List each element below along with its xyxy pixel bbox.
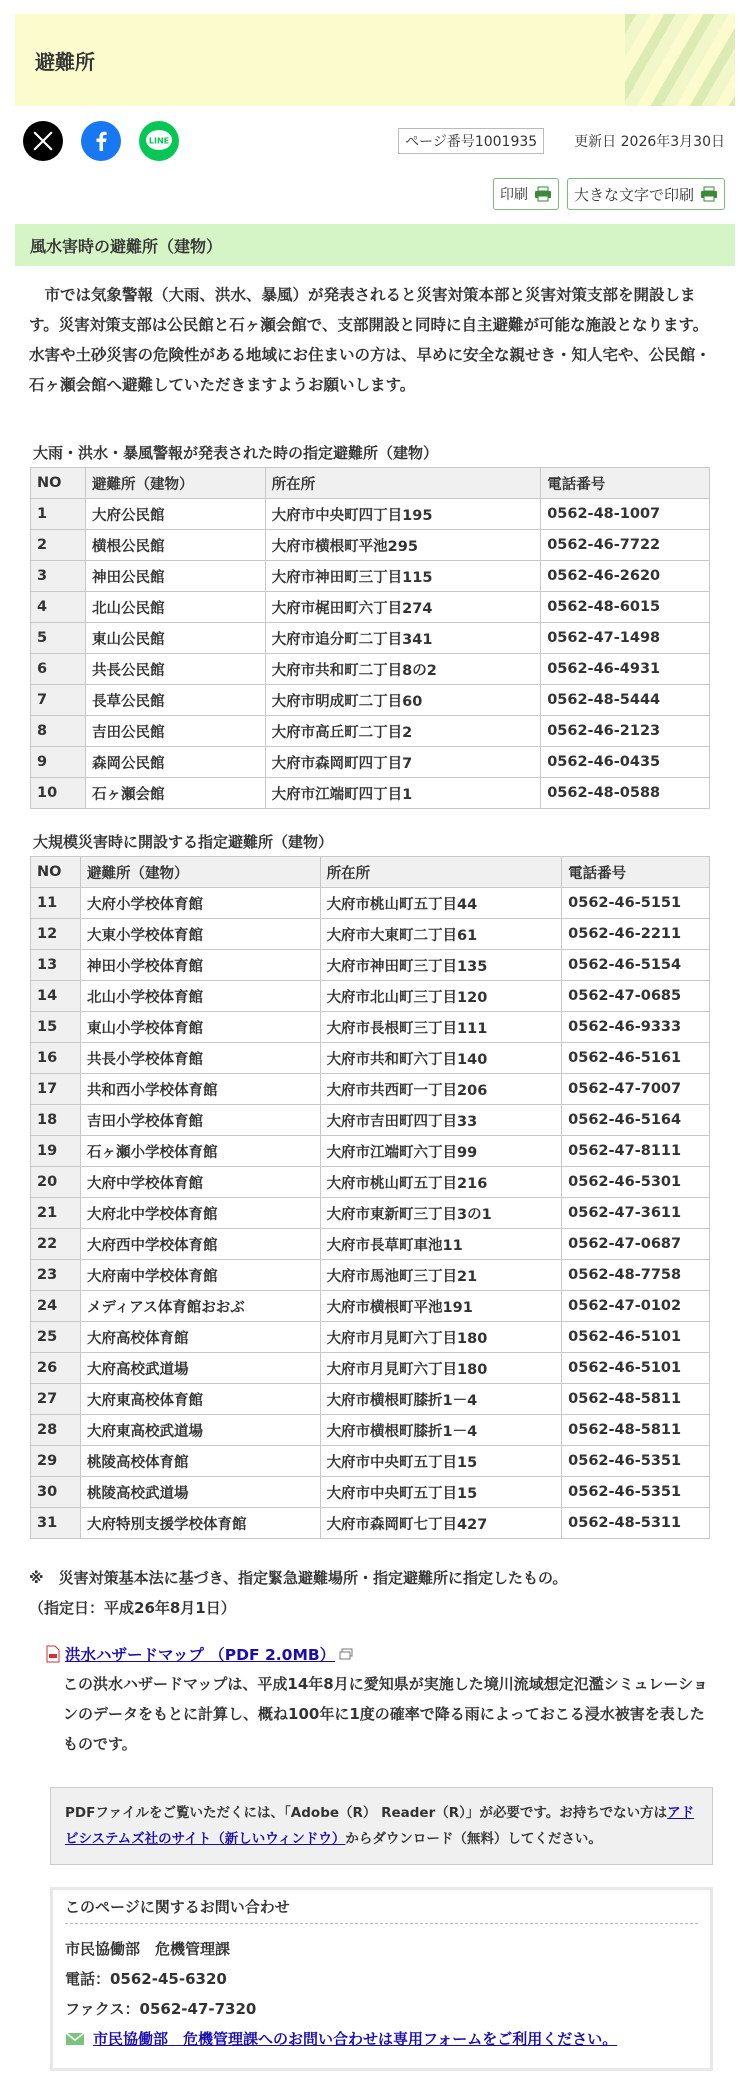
cell-address: 大府市横根町平池191 <box>320 1291 562 1322</box>
cell-phone: 0562-46-5351 <box>562 1446 710 1477</box>
cell-address: 大府市桃山町五丁目216 <box>320 1167 562 1198</box>
cell-shelter: 大府高校体育館 <box>80 1322 320 1353</box>
table-row <box>31 919 710 950</box>
table-row <box>31 1322 710 1353</box>
cell-phone: 0562-46-4931 <box>541 654 710 685</box>
table-row <box>31 530 710 561</box>
table-row <box>31 1136 710 1167</box>
cell-shelter: 東山小学校体育館 <box>80 1012 320 1043</box>
cell-phone: 0562-47-8111 <box>562 1136 710 1167</box>
cell-address: 大府市明成町二丁目60 <box>265 685 541 716</box>
note-line-2: （指定日：平成26年8月1日） <box>29 1599 236 1617</box>
cell-phone: 0562-47-0687 <box>562 1229 710 1260</box>
table-row <box>31 499 710 530</box>
cell-shelter: 大府小学校体育館 <box>80 888 320 919</box>
col-header: 所在所 <box>320 857 562 888</box>
table-row <box>31 1074 710 1105</box>
adobe-text-before: PDFファイルをご覧いただくには、「Adobe（R） Reader（R）」が必要です。お持ちでない方は <box>65 1805 668 1821</box>
cell-phone: 0562-48-0588 <box>541 778 710 809</box>
cell-shelter: 大府東高校武道場 <box>80 1415 320 1446</box>
table-row <box>31 561 710 592</box>
cell-phone: 0562-46-2620 <box>541 561 710 592</box>
cell-no: 3 <box>31 561 86 592</box>
table-row <box>31 747 710 778</box>
cell-shelter: 長草公民館 <box>85 685 265 716</box>
cell-no: 25 <box>31 1322 81 1353</box>
table-row <box>31 1353 710 1384</box>
cell-no: 16 <box>31 1043 81 1074</box>
cell-address: 大府市森岡町四丁目7 <box>265 747 541 778</box>
cell-phone: 0562-48-7758 <box>562 1260 710 1291</box>
cell-no: 20 <box>31 1167 81 1198</box>
cell-phone: 0562-48-6015 <box>541 592 710 623</box>
cell-no: 8 <box>31 716 86 747</box>
cell-phone: 0562-48-5311 <box>562 1508 710 1539</box>
table2-caption: 大規模災害時に開設する指定避難所（建物） <box>33 833 334 851</box>
cell-shelter: 大府高校武道場 <box>80 1353 320 1384</box>
cell-address: 大府市月見町六丁目180 <box>320 1322 562 1353</box>
table-row <box>31 950 710 981</box>
cell-address: 大府市共西町一丁目206 <box>320 1074 562 1105</box>
cell-address: 大府市高丘町二丁目2 <box>265 716 541 747</box>
adobe-text-after: からダウンロード（無料）してください。 <box>345 1831 602 1847</box>
table-row <box>31 1446 710 1477</box>
cell-phone: 0562-46-2211 <box>562 919 710 950</box>
cell-address: 大府市共和町二丁目8の2 <box>265 654 541 685</box>
cell-shelter: 大東小学校体育館 <box>80 919 320 950</box>
cell-phone: 0562-48-5811 <box>562 1415 710 1446</box>
cell-no: 9 <box>31 747 86 778</box>
mail-icon <box>65 2032 85 2046</box>
adobe-reader-notice <box>50 1787 713 1865</box>
meta-row <box>15 120 735 162</box>
table-row <box>31 1198 710 1229</box>
col-header: 電話番号 <box>562 857 710 888</box>
pdf-icon <box>45 1645 61 1663</box>
cell-no: 10 <box>31 778 86 809</box>
pdf-block <box>15 1643 735 1759</box>
cell-address: 大府市大東町二丁目61 <box>320 919 562 950</box>
cell-phone: 0562-47-7007 <box>562 1074 710 1105</box>
social-share <box>15 121 179 161</box>
cell-shelter: 大府西中学校体育館 <box>80 1229 320 1260</box>
cell-phone: 0562-46-7722 <box>541 530 710 561</box>
cell-no: 29 <box>31 1446 81 1477</box>
cell-address: 大府市月見町六丁目180 <box>320 1353 562 1384</box>
print-large-button-label: 大きな文字で印刷 <box>573 186 694 204</box>
cell-phone: 0562-47-3611 <box>562 1198 710 1229</box>
contact-phone: 電話：0562-45-6320 <box>65 1970 227 1988</box>
cell-no: 11 <box>31 888 81 919</box>
cell-shelter: 神田公民館 <box>85 561 265 592</box>
cell-shelter: 北山小学校体育館 <box>80 981 320 1012</box>
x-icon[interactable] <box>23 121 63 161</box>
cell-no: 24 <box>31 1291 81 1322</box>
cell-phone: 0562-46-5151 <box>562 888 710 919</box>
col-header: NO <box>31 468 86 499</box>
cell-address: 大府市追分町二丁目341 <box>265 623 541 654</box>
table-row <box>31 1415 710 1446</box>
table-row <box>31 592 710 623</box>
table2-header-row <box>31 857 710 888</box>
cell-address: 大府市共和町六丁目140 <box>320 1043 562 1074</box>
cell-shelter: 東山公民館 <box>85 623 265 654</box>
cell-phone: 0562-47-1498 <box>541 623 710 654</box>
cell-no: 5 <box>31 623 86 654</box>
cell-shelter: 吉田小学校体育館 <box>80 1105 320 1136</box>
cell-address: 大府市梶田町六丁目274 <box>265 592 541 623</box>
cell-address: 大府市長根町三丁目111 <box>320 1012 562 1043</box>
cell-shelter: 森岡公民館 <box>85 747 265 778</box>
cell-phone: 0562-46-2123 <box>541 716 710 747</box>
cell-address: 大府市長草町車池11 <box>320 1229 562 1260</box>
page-info <box>398 128 735 154</box>
table-row <box>31 1105 710 1136</box>
cell-no: 22 <box>31 1229 81 1260</box>
cell-no: 7 <box>31 685 86 716</box>
cell-no: 4 <box>31 592 86 623</box>
cell-no: 18 <box>31 1105 81 1136</box>
contact-form-link[interactable]: 市民協働部 危機管理課へのお問い合わせは専用フォームをご利用ください。 <box>93 2030 618 2048</box>
cell-phone: 0562-46-5161 <box>562 1043 710 1074</box>
cell-no: 23 <box>31 1260 81 1291</box>
cell-address: 大府市中央町四丁目195 <box>265 499 541 530</box>
cell-phone: 0562-47-0685 <box>562 981 710 1012</box>
update-date: 更新日 2026年3月30日 <box>574 134 725 150</box>
cell-shelter: 桃陵高校武道場 <box>80 1477 320 1508</box>
cell-no: 27 <box>31 1384 81 1415</box>
designation-note <box>15 1563 735 1623</box>
table1-shelters <box>30 467 710 809</box>
table-row <box>31 1167 710 1198</box>
cell-no: 12 <box>31 919 81 950</box>
cell-shelter: 大府北中学校体育館 <box>80 1198 320 1229</box>
pdf-description: この洪水ハザードマップは、平成14年8月に愛知県が実施した境川流域想定氾濫シミュレーションのデータをもとに計算し、概ね100年に1度の確率で降る雨によっておこる浸水被害を表したものです。 <box>63 1675 708 1753</box>
cell-no: 1 <box>31 499 86 530</box>
cell-phone: 0562-46-0435 <box>541 747 710 778</box>
cell-address: 大府市江端町六丁目99 <box>320 1136 562 1167</box>
table-row <box>31 1477 710 1508</box>
table-row <box>31 778 710 809</box>
facebook-icon[interactable] <box>81 121 121 161</box>
table-row <box>31 1384 710 1415</box>
cell-address: 大府市横根町膝折1－4 <box>320 1384 562 1415</box>
cell-no: 26 <box>31 1353 81 1384</box>
col-header: 避難所（建物） <box>80 857 320 888</box>
cell-no: 13 <box>31 950 81 981</box>
cell-phone: 0562-46-5154 <box>562 950 710 981</box>
cell-phone: 0562-48-5444 <box>541 685 710 716</box>
contact-box <box>50 1887 713 2071</box>
table1-caption: 大雨・洪水・暴風警報が発表された時の指定避難所（建物） <box>33 444 439 462</box>
table-row <box>31 654 710 685</box>
col-header: NO <box>31 857 81 888</box>
table-row <box>31 888 710 919</box>
cell-shelter: 神田小学校体育館 <box>80 950 320 981</box>
table2-shelters <box>30 856 710 1539</box>
note-line-1: ※ 災害対策基本法に基づき、指定緊急避難場所・指定避難所に指定したもの。 <box>29 1569 568 1587</box>
contact-title: このページに関するお問い合わせ <box>65 1896 698 1924</box>
cell-phone: 0562-46-5101 <box>562 1322 710 1353</box>
cell-shelter: 大府南中学校体育館 <box>80 1260 320 1291</box>
hazard-map-pdf-link[interactable]: 洪水ハザードマップ （PDF 2.0MB） <box>65 1646 336 1664</box>
line-icon-label: LINE <box>148 136 170 146</box>
page-number: ページ番号1001935 <box>398 128 544 154</box>
cell-address: 大府市横根町膝折1－4 <box>320 1415 562 1446</box>
cell-no: 6 <box>31 654 86 685</box>
print-buttons <box>15 178 735 210</box>
page-title-bar <box>15 14 735 106</box>
cell-no: 21 <box>31 1198 81 1229</box>
new-window-icon <box>339 1648 353 1660</box>
cell-address: 大府市横根町平池295 <box>265 530 541 561</box>
contact-form-line <box>65 2024 698 2054</box>
cell-phone: 0562-46-5101 <box>562 1353 710 1384</box>
intro-text: 市では気象警報（大雨、洪水、暴風）が発表されると災害対策本部と災害対策支部を開設します。災害対策支部は公民館と石ヶ瀬会館で、支部開設と同時に自主避難が可能な施設となります。水害や土砂災害の危険性がある地域にお住まいの方は、早めに安全な親せき・知人宅や、公民館・石ヶ瀬会館へ避難していただきますようお願いします。 <box>29 286 711 394</box>
cell-phone: 0562-47-0102 <box>562 1291 710 1322</box>
cell-phone: 0562-46-5301 <box>562 1167 710 1198</box>
line-icon[interactable] <box>139 121 179 161</box>
contact-fax: ファクス：0562-47-7320 <box>65 2000 257 2018</box>
table-row <box>31 1260 710 1291</box>
cell-shelter: 桃陵高校体育館 <box>80 1446 320 1477</box>
cell-phone: 0562-48-5811 <box>562 1384 710 1415</box>
cell-no: 28 <box>31 1415 81 1446</box>
cell-shelter: 共和西小学校体育館 <box>80 1074 320 1105</box>
print-button[interactable] <box>493 178 559 210</box>
cell-address: 大府市江端町四丁目1 <box>265 778 541 809</box>
cell-address: 大府市中央町五丁目15 <box>320 1477 562 1508</box>
table-row <box>31 1229 710 1260</box>
cell-no: 19 <box>31 1136 81 1167</box>
table-row <box>31 1508 710 1539</box>
table1-header-row <box>31 468 710 499</box>
cell-no: 17 <box>31 1074 81 1105</box>
printer-icon <box>534 186 552 202</box>
cell-no: 15 <box>31 1012 81 1043</box>
table-row <box>31 623 710 654</box>
adobe-site-link[interactable]: アドビシステムズ社のサイト（新しいウィンドウ） <box>65 1805 695 1847</box>
table-row <box>31 1012 710 1043</box>
cell-address: 大府市中央町五丁目15 <box>320 1446 562 1477</box>
cell-no: 30 <box>31 1477 81 1508</box>
cell-shelter: 大府東高校体育館 <box>80 1384 320 1415</box>
cell-shelter: 大府特別支援学校体育館 <box>80 1508 320 1539</box>
print-button-label: 印刷 <box>499 186 528 202</box>
table-row <box>31 1291 710 1322</box>
cell-address: 大府市東新町三丁目3の1 <box>320 1198 562 1229</box>
col-header: 所在所 <box>265 468 541 499</box>
cell-no: 14 <box>31 981 81 1012</box>
table-row <box>31 981 710 1012</box>
print-large-button[interactable] <box>567 178 725 210</box>
title-decoration <box>625 14 735 106</box>
pdf-link-line <box>45 1643 717 1665</box>
section-heading: 風水害時の避難所（建物） <box>15 224 735 266</box>
table-row <box>31 685 710 716</box>
cell-address: 大府市吉田町四丁目33 <box>320 1105 562 1136</box>
cell-address: 大府市桃山町五丁目44 <box>320 888 562 919</box>
printer-icon <box>700 186 718 202</box>
cell-shelter: 大府中学校体育館 <box>80 1167 320 1198</box>
page-title: 避難所 <box>35 49 95 74</box>
cell-shelter: 大府公民館 <box>85 499 265 530</box>
cell-phone: 0562-46-9333 <box>562 1012 710 1043</box>
cell-no: 31 <box>31 1508 81 1539</box>
cell-phone: 0562-46-5164 <box>562 1105 710 1136</box>
cell-address: 大府市北山町三丁目120 <box>320 981 562 1012</box>
cell-shelter: 共長公民館 <box>85 654 265 685</box>
cell-phone: 0562-48-1007 <box>541 499 710 530</box>
cell-address: 大府市神田町三丁目135 <box>320 950 562 981</box>
cell-shelter: 北山公民館 <box>85 592 265 623</box>
table-row <box>31 1043 710 1074</box>
col-header: 電話番号 <box>541 468 710 499</box>
cell-address: 大府市森岡町七丁目427 <box>320 1508 562 1539</box>
cell-shelter: 石ヶ瀬小学校体育館 <box>80 1136 320 1167</box>
cell-shelter: 石ヶ瀬会館 <box>85 778 265 809</box>
cell-shelter: 横根公民館 <box>85 530 265 561</box>
cell-no: 2 <box>31 530 86 561</box>
cell-address: 大府市神田町三丁目115 <box>265 561 541 592</box>
cell-phone: 0562-46-5351 <box>562 1477 710 1508</box>
cell-shelter: 共長小学校体育館 <box>80 1043 320 1074</box>
contact-department: 市民協働部 危機管理課 <box>65 1940 231 1958</box>
cell-address: 大府市馬池町三丁目21 <box>320 1260 562 1291</box>
col-header: 避難所（建物） <box>85 468 265 499</box>
cell-shelter: メディアス体育館おおぶ <box>80 1291 320 1322</box>
table-row <box>31 716 710 747</box>
contact-body <box>65 1934 698 2054</box>
cell-shelter: 吉田公民館 <box>85 716 265 747</box>
